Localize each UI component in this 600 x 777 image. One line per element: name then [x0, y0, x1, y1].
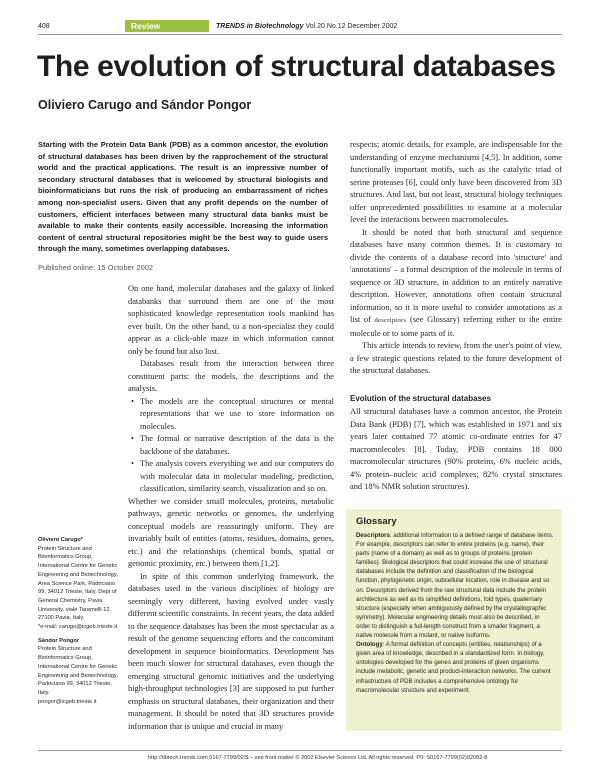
paragraph: Databases result from the interaction between three constituent parts: the models, the descriptions and the analysis.	[128, 359, 334, 393]
glossary-entry: Descriptors: additional information to a defined range of database items. For example, descriptors can refer to entire proteins (e.g. name), their parts (name of a domain) as well as to groups of proteins (protein families). Biological descriptors that could increase the use of structural databases include the definition and classification of the biological function, phylogenetic origin, subcellular location, role in disease and so on. Descriptors derived from the raw structural data include the protein architecture as well as its simplified definitions, fold types, quaternary structure (especially when ambiguously defined by the crystallographic symmetry). Molecular engineering details must also be described, in order to distinguish a full-length construct from a smaller fragment, a native molecule from a mutant, or native isoforms.	[356, 532, 554, 640]
body-column-1	[128, 283, 334, 733]
glossary-title: Glossary	[356, 516, 397, 527]
abstract: Starting with the Protein Data Bank (PDB) as a common ancestor, the evolution of structural databases has been driven by the rapprochement of the structural world and the practical applications. The result is an impressive number of secondary structural databases that is welcomed by structural biologists and bioinformaticians but runs the risk of producing an embarrassment of riches among non-specialist users. Given that any profit depends on the number of customers, efficient interfaces between many structural data banks must be available to make their contents easily accessible. Increasing the information content of central structural repositories might be the best way to guide users through the many, sometimes overlapping databases.	[38, 140, 328, 254]
list-item: • The analysis covers everything we and our computers do with molecular data in molecular modeling, prediction, classification, similarity search, visualization and so on.	[140, 458, 334, 496]
footer-text: http://tibtech.trends.com 0167-7799/02/$ – see front matter © 2002 Elsevier Science Ltd. All rights reserved. PII: S0167-7799(02)02082-8	[148, 755, 488, 761]
list-item: • The formal or narrative description of the data is the backbone of the databases.	[140, 433, 334, 458]
list-item: • The models are the conceptual structures or mental representations that we use to store information on molecules.	[140, 396, 334, 434]
body-column-2	[350, 139, 562, 378]
body-column-2-section	[350, 406, 562, 494]
article-authors: Oliviero Carugo and Sándor Pongor	[38, 98, 252, 112]
paragraph: On one hand, molecular databases and the galaxy of linked databanks that surround them are one of the most sophisticated knowledge representation tools mankind has ever built. On the other hand, to a non-specialist they could appear as a click-able maze in which information cannot only be found but also lost.	[128, 284, 334, 356]
journal-issue: Vol.20 No.12 December 2002	[305, 23, 398, 30]
author-affiliations	[38, 536, 122, 711]
paragraph: All structural databases have a common ancestor, the Protein Data Bank (PDB) [7], which was established in 1971 and six years later contained 77 atomic co-ordinate entries for 47 macromolecules [8]. Today, PDB contains 18 000 macromolecular structures (90% proteins, 6% nucleic acids, 4% protein–nucleic acid complexes; 82% crystal structures and 18% NMR solution structures).	[350, 407, 562, 491]
header-rule	[38, 34, 562, 35]
section-label: Review	[131, 21, 161, 31]
glossary-entry: Ontology: A formal definition of concepts (entities, relationships) of a given area of knowledge, described in a standardized form. In biology, ontologies developed for the genes and proteins of given organisms include metabolic, genetic and product-interaction networks. The current infrastructure of PDB includes a comprehensive ontology for macromolecular structure and experiment.	[356, 641, 551, 694]
paragraph: It should be noted that both structural and sequence databases have many common themes. It is customary to divide the contents of a database record into 'structure' and 'annotations' – a formal description of the molecule in terms of sequence or 3D structure, in addition to an entirely narrative description. However, annotations often contain structural information, so it is more useful to consider annotations as a list of descriptors (see Glossary) referring either to the entire molecule or to some parts of it.	[350, 227, 563, 338]
paragraph: In spite of this common underlying framework, the databases used in the various disciplines of biology are seemingly very different, having evolved under vastly different scientific constraints. In recent years, the data added to the sequence databases has been the most spectacular as a result of the genome sequencing efforts and the concomitant development in sequence bioinformatics. Development has been much slower for structural databases, even though the emerging structural genomic initiatives and the underlying high-throughput technologies [3] are supposed to put further emphasis on structural databases, their organization and their management. It should be noted that 3D structures provide information that is unique and crucial in many	[128, 571, 334, 731]
affiliation-email: *e-mail: carugo@icgeb.trieste.it	[38, 624, 118, 631]
journal-name: TRENDS in Biotechnology	[216, 23, 304, 30]
affiliation-email: pongor@icgeb.trieste.it	[38, 698, 97, 705]
published-online: Published online: 15 October 2002	[38, 263, 154, 272]
bullet-list	[128, 396, 334, 496]
journal-header	[216, 23, 397, 30]
affiliation-name: Sándor Pongor	[38, 637, 80, 644]
affiliation-name: Oliviero Carugo*	[38, 537, 83, 543]
page-number: 408	[38, 23, 50, 30]
affiliation-address: Protein Structure and Bioinformatics Group, International Centre for Genetic Engineering and Biotechnology, Area Science Park, Padriciano 99, 34012 Trieste, Italy. Dept of General Chemistry, Pavia University, viale Taramelli 12, 27100 Pavia, Italy.	[38, 545, 118, 622]
footer-rule	[38, 750, 562, 751]
affiliation-address: Protein Structure and Bioinformatics Group, International Centre for Genetic Engineering and Biotechnology, Padriciano 99, 34012 Trieste, Italy.	[38, 646, 118, 696]
paragraph: respects; atomic details, for example, are indispensable for the understanding of enzyme mechanisms [4,5]. In addition, some functionally important motifs, such as the catalytic triad of serine proteases [6], could only have been discovered from 3D structures. And last, but not least, structural biology techniques offer unprecedented possibilities to examine at a molecular level the interactions between macromolecules.	[350, 140, 562, 224]
paragraph: Whether we consider small molecules, proteins, metabolic pathways, genetic networks or genomes, the underlying conceptual models are reassuringly uniform. They are invariably built of entities (atoms, residues, domains, genes, etc.) and the relationships (chemical bonds, spatial or genomic proximity, etc.) between them [1,2].	[128, 496, 334, 568]
section-heading: Evolution of the structural databases	[350, 394, 491, 403]
article-title: The evolution of structural databases	[37, 50, 556, 83]
paragraph: This article intends to review, from the user's point of view, a few strategic questions related to the future development of the structural databases.	[350, 341, 562, 375]
glossary-text	[356, 531, 554, 695]
smallcaps-term: descriptors	[374, 317, 407, 324]
